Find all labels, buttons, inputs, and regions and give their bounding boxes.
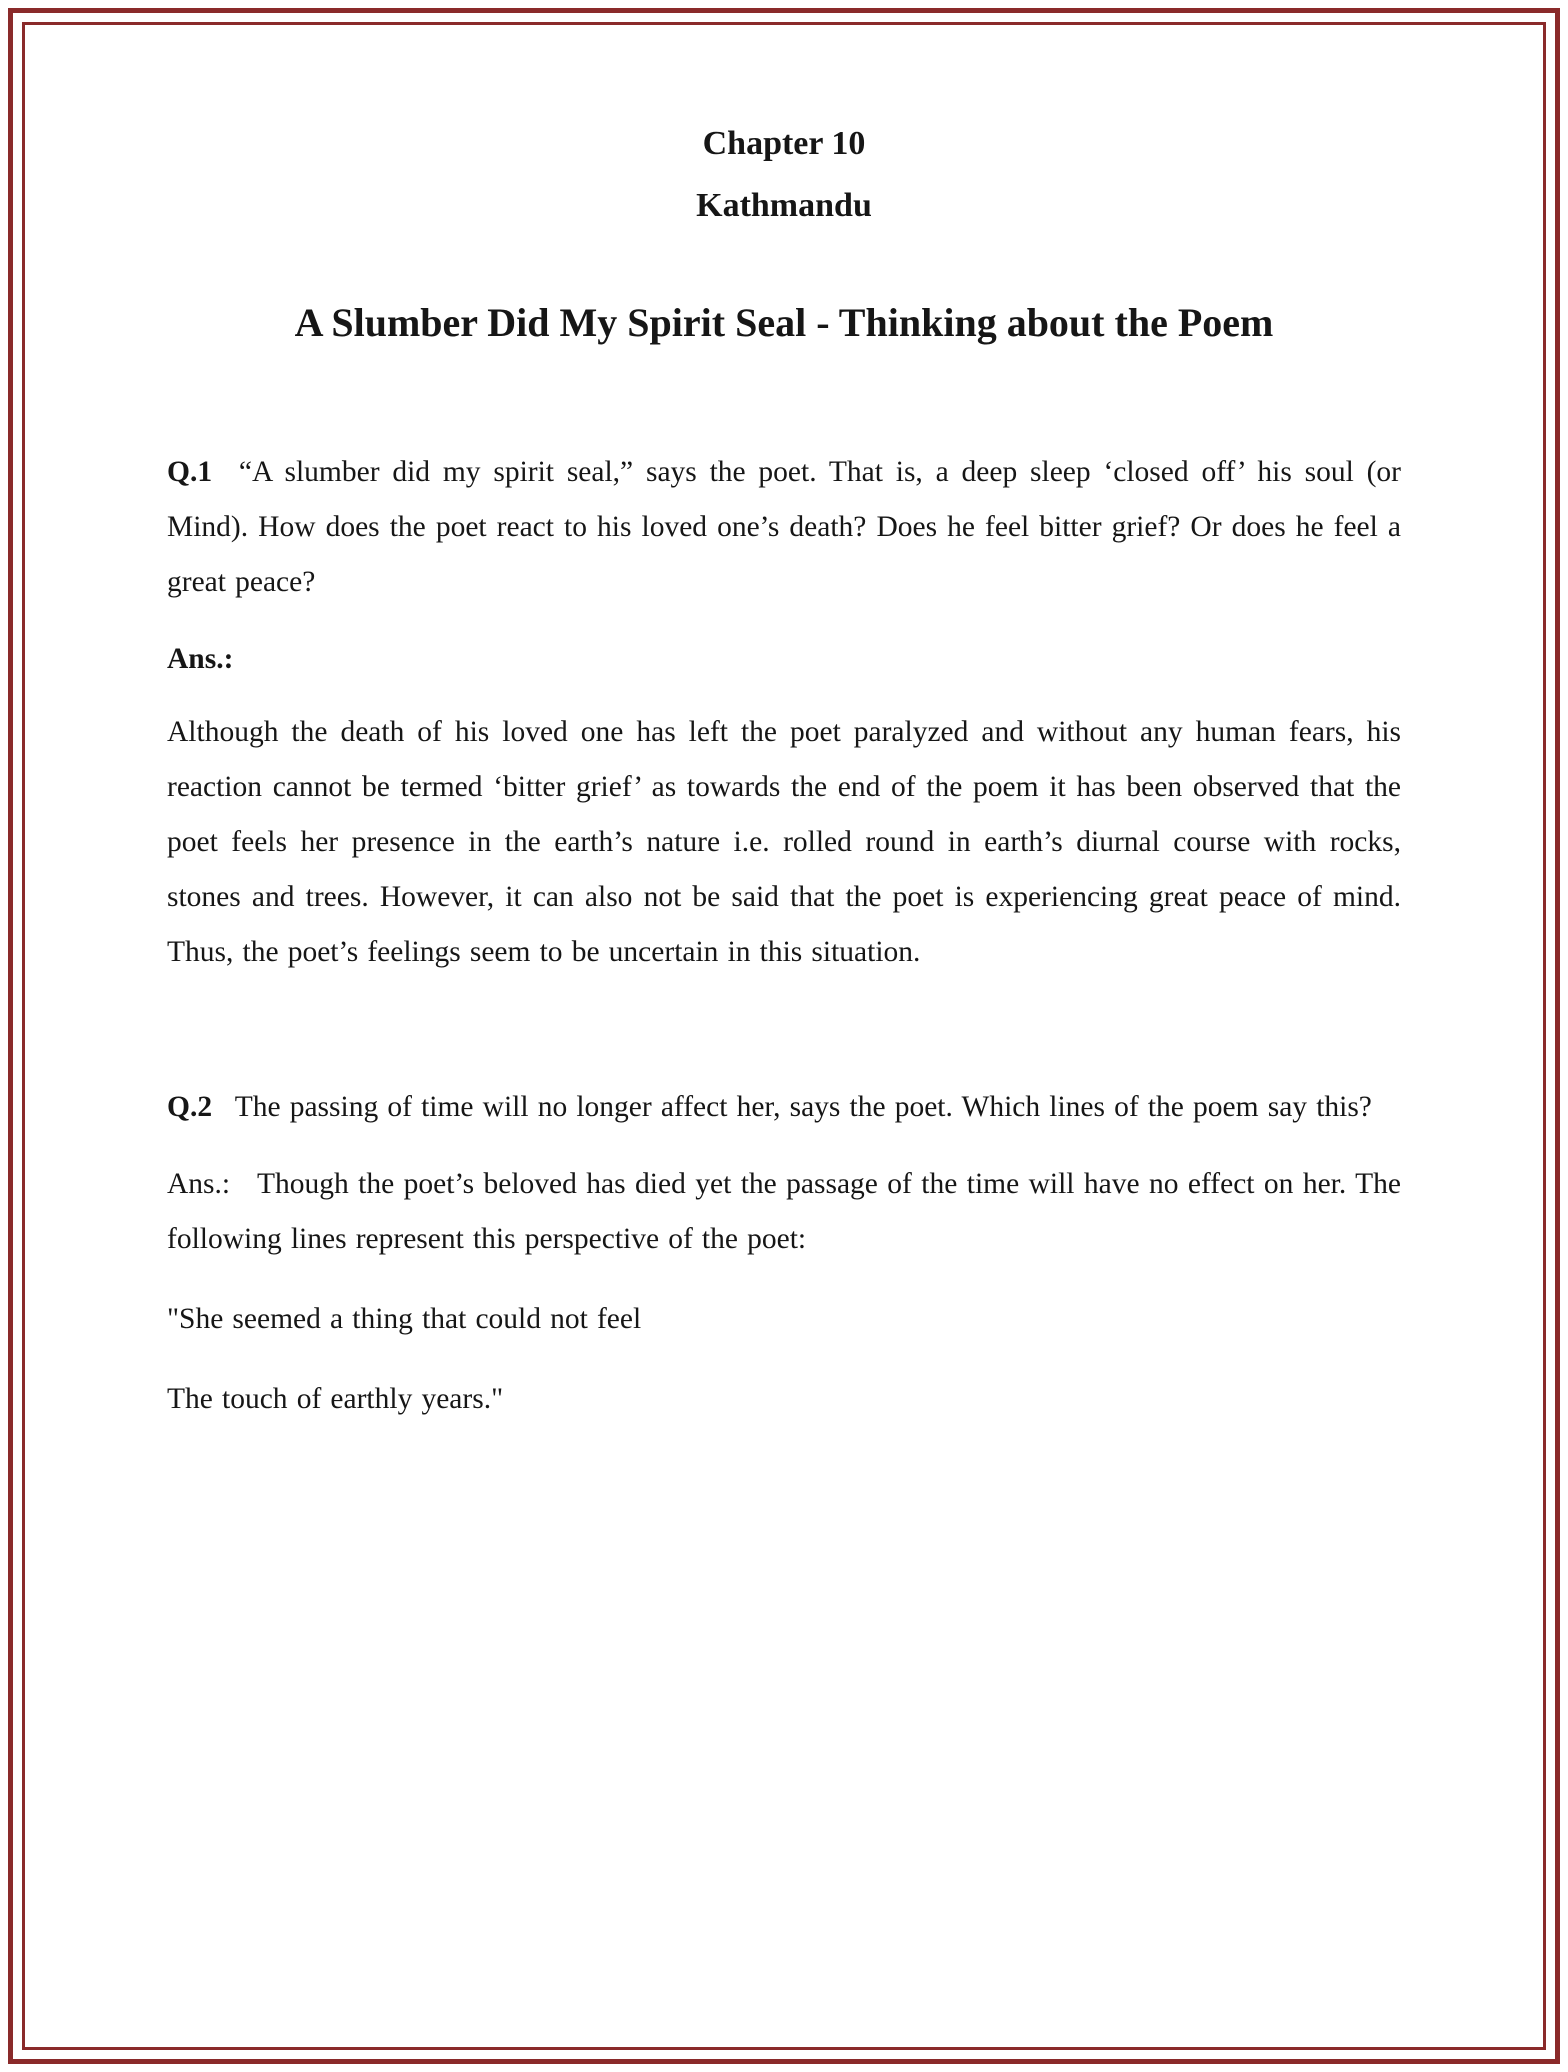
question-2-text: The passing of time will no longer affect her, says the poet. Which lines of the poem say this? (234, 1091, 1372, 1123)
page-content (25, 25, 1543, 2047)
page-border-outer (8, 8, 1560, 2064)
answer-2 (167, 1157, 1401, 1267)
poem-quote-line-1: "She seemed a thing that could not feel (167, 1303, 642, 1335)
answer-1-text: Although the death of his loved one has left the poet paralyzed and without any human fears, his reaction cannot be termed ‘bitter grief’ as towards the end of the poem it has been observed that the poet feels her presence in the earth’s nature i.e. rolled round in earth’s diurnal course with rocks, stones and trees. However, it can also not be said that the poet is experiencing great peace of mind. Thus, the poet’s feelings seem to be uncertain in this situation. (167, 716, 1401, 968)
question-2-label: Q.2 (167, 1091, 213, 1123)
chapter-subtitle: Kathmandu (696, 187, 872, 224)
poem-quote-line-2: The touch of earthly years." (167, 1383, 504, 1415)
answer-2-label: Ans.: (167, 1168, 231, 1200)
page-border-inner (22, 22, 1546, 2050)
question-1 (167, 445, 1401, 610)
section-heading: A Slumber Did My Spirit Seal - Thinking about the Poem (294, 300, 1274, 345)
question-1-label: Q.1 (167, 456, 213, 488)
chapter-heading-block (167, 113, 1401, 237)
question-1-text: “A slumber did my spirit seal,” says the poet. That is, a deep sleep ‘closed off’ his soul (or Mind). How does the poet react to his loved one’s death? Does he feel bitter grief? Or does he feel a great peace? (167, 456, 1402, 598)
chapter-title: Chapter 10 (702, 125, 866, 162)
question-2 (167, 1080, 1401, 1135)
answer-1-label: Ans.: (167, 643, 234, 675)
answer-2-text: Though the poet’s beloved has died yet the passage of the time will have no effect on her. The following lines represent this perspective of the poet: (167, 1168, 1401, 1255)
